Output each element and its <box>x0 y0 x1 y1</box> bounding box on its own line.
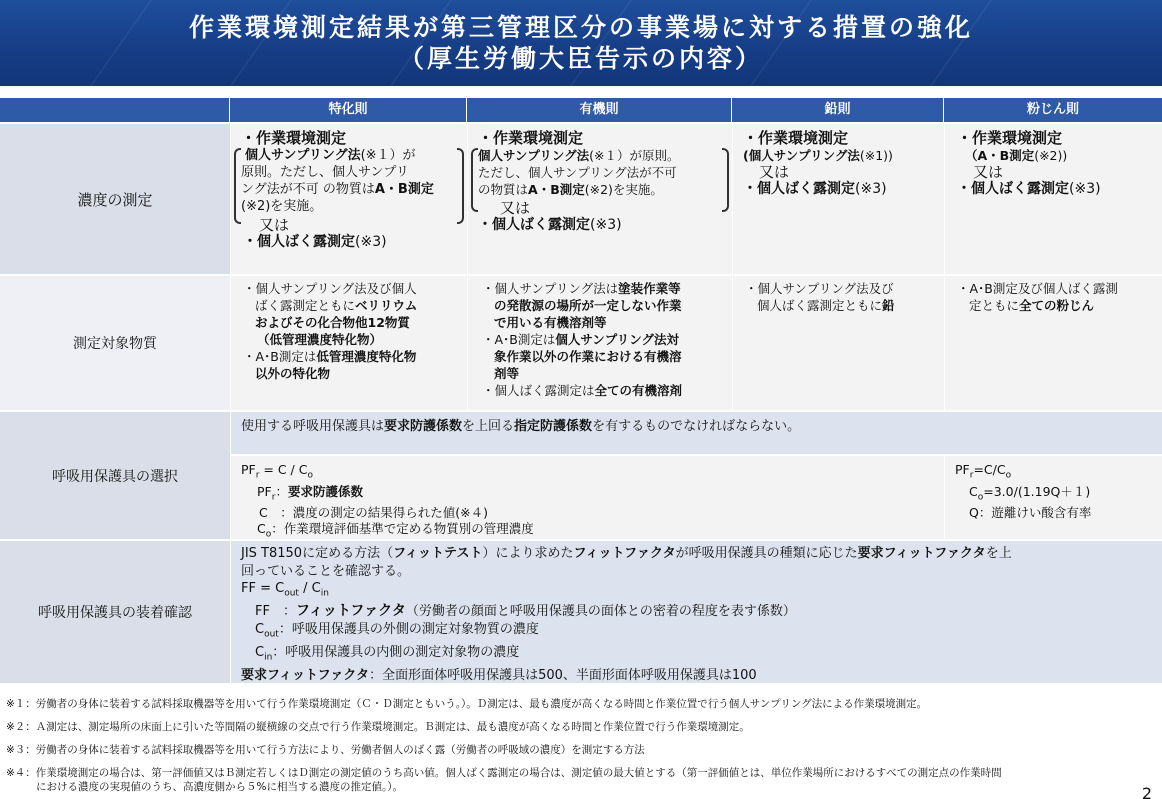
text-line: ・作業環境測定 <box>957 129 1063 147</box>
text: (※2)を実施。 <box>584 182 663 197</box>
col-header-funjin: 粉じん則 <box>944 98 1162 122</box>
cell-respirator-select-funjin <box>944 456 1162 541</box>
text-line: ただし、個人サンプリング法が不可 <box>478 165 677 180</box>
text-bold: の発散源の場所が一定しない作業 <box>494 298 682 313</box>
text-bold: A・B測定 <box>374 182 434 197</box>
text: (※2)) <box>1034 148 1068 163</box>
text: (※１）が原則。 <box>589 148 680 163</box>
text-line: 又は <box>759 163 790 181</box>
col-header-namari: 鉛則 <box>732 98 944 122</box>
formula-ff: FF = $C_{out} / C_{in}$ <box>241 581 329 599</box>
text-bold: 低管理濃度特化物 <box>316 349 417 364</box>
page-title: 作業環境測定結果が第三管理区分の事業場に対する措置の強化 <box>188 13 973 42</box>
formula-pfr: $PF_r = C / C_o$ <box>241 462 313 481</box>
right-bracket <box>457 148 464 224</box>
row-label-respirator-select: 呼吸用保護具の選択 <box>0 412 230 541</box>
formula-co: $C_o=3.0/(1.19Q+1)$ <box>969 483 1091 502</box>
cell-concentration-tokka <box>230 124 467 276</box>
cell-concentration-namari <box>732 124 944 276</box>
footnote-4: ※４：作業環境測定の場合は、第一評価値又はＢ測定若しくはＤ測定の測定値のうち高い値。個人ばく露測定の場合は、測定値の最大値とする（第一評価値とは、単位作業場所におけるすべての測定点の作業時間 <box>6 767 1002 779</box>
cell-substances-yuki <box>467 276 732 412</box>
page-number: 2 <box>1141 784 1152 799</box>
text-bold: およびその化合物他12物質 <box>255 315 410 330</box>
footnote-1: ※１：労働者の身体に装着する試料採取機器等を用いて行う作業環境測定（Ｃ・Ｄ測定ともいう。）。Ｄ測定は、最も濃度が高くなる時間と作業位置で行う個人サンプリング法による作業環境測定。 <box>6 698 928 710</box>
text: ング法が不可 の物質は <box>241 182 375 197</box>
text-bold: 指定防護係数 <box>514 419 593 434</box>
left-bracket <box>471 148 478 212</box>
definition-cout: $C_{out}$：呼吸用保護具の外側の測定対象物質の濃度 <box>255 621 539 640</box>
definition-co: $C_o$：作業環境評価基準で定める物質別の管理濃度 <box>257 521 534 540</box>
text-bold: (個人サンプリング法 <box>743 148 860 163</box>
definition-cin: $C_{in}$：呼吸用保護具の内側の測定対象物の濃度 <box>255 644 520 663</box>
text: (※3) <box>355 234 387 250</box>
footnotes <box>6 697 1156 794</box>
text: ばく露測定ともに <box>255 298 356 313</box>
formula-funjin: $PF_r=C/C_o$ <box>955 462 1012 481</box>
text-bold: 個人サンプリング法対 <box>555 332 680 347</box>
left-bracket <box>234 148 241 224</box>
definition-q: Q：遊離けい酸含有率 <box>969 505 1092 520</box>
cell-concentration-funjin <box>944 124 1162 276</box>
text-line: ・作業環境測定 <box>743 129 849 147</box>
row-label-respirator-fit: 呼吸用保護具の装着確認 <box>0 541 230 685</box>
text-bold: 要求防護係数 <box>384 419 463 434</box>
text: ・個人ばく露測定は <box>482 383 595 398</box>
text-bold: 個人サンプリング法 <box>478 148 590 163</box>
footnote-4-cont: における濃度の実現値のうち、高濃度側から５%に相当する濃度の推定値。）。 <box>36 781 403 793</box>
title-banner <box>0 0 1162 86</box>
footnote-2: ※２：Ａ測定は、測定場所の床面上に引いた等間隔の縦横線の交点で行う作業環境測定。Ｂ測定は、最も濃度が高くなる時間と作業位置で行う作業環境測定。 <box>6 721 750 733</box>
header-blank-cell <box>0 98 230 122</box>
text-bold: ベリリウム <box>355 298 418 313</box>
text: (※3) <box>855 181 887 197</box>
cell-concentration-yuki <box>467 124 732 276</box>
text-bold: （A・B測定 <box>965 148 1035 163</box>
text: ・A･B測定は <box>482 332 556 347</box>
text-bold: ・個人ばく露測定 <box>243 234 355 250</box>
col-header-tokka: 特化則 <box>230 98 467 122</box>
text-line: (※2)を実施。 <box>241 199 323 214</box>
col-header-yuki: 有機則 <box>467 98 732 122</box>
cell-substances-namari <box>732 276 944 412</box>
text-line: 又は <box>259 216 290 234</box>
footnote-3: ※３：労働者の身体に装着する試料採取機器等を用いて行う方法により、労働者個人のばく露（労働者の呼吸域の濃度）を測定する方法 <box>6 744 645 756</box>
text: 使用する呼吸用保護具は <box>241 419 385 434</box>
text-line: ・A･B測定及び個人ばく露測 <box>957 281 1118 296</box>
text-line: JIS T8150に定める方法（フィットテスト）により求めたフィットファクタが呼吸用保護具の種類に応じた要求フィットファクタを上 <box>241 546 1012 561</box>
text-line: 又は <box>973 163 1004 181</box>
text-bold: A・B測定 <box>528 182 585 197</box>
text: 個人ばく露測定ともに <box>757 298 883 313</box>
text: ・個人サンプリング法は <box>482 281 619 296</box>
text: (※3) <box>590 217 622 233</box>
cell-respirator-fit <box>230 541 1162 685</box>
text-bold: 象作業以外の作業における有機溶 <box>494 349 682 364</box>
text-bold: で用いる有機溶剤等 <box>494 315 607 330</box>
text-line: ・作業環境測定 <box>478 129 584 147</box>
text-line: ・作業環境測定 <box>241 129 347 147</box>
cell-respirator-select-formula <box>230 456 944 541</box>
text-bold: 全ての粉じん <box>1019 298 1095 313</box>
text-line: ・個人サンプリング法及び個人 <box>243 281 417 296</box>
text-bold: 以外の特化物 <box>255 366 331 381</box>
text-bold: ・個人ばく露測定 <box>957 181 1069 197</box>
page-subtitle: （厚生労働大臣告示の内容） <box>398 44 763 73</box>
right-bracket <box>722 148 729 212</box>
text: 定ともに <box>969 298 1020 313</box>
text-bold: 鉛 <box>882 298 895 313</box>
text-line: ・個人サンプリング法及び <box>745 281 894 296</box>
cell-substances-funjin <box>944 276 1162 412</box>
definition-pfr: $PF_r$：要求防護係数 <box>257 483 363 502</box>
text-line: 回っていることを確認する。 <box>241 563 411 579</box>
required-fit-factor: 要求フィットファクタ：全面形面体呼吸用保護具は500、半面形面体呼吸用保護具は100 <box>241 667 757 683</box>
text-bold: ・個人ばく露測定 <box>743 181 855 197</box>
definition-ff: FF ：フィットファクタ（労働者の顔面と呼吸用保護具の面体との密着の程度を表す係数） <box>255 603 796 620</box>
text-line: 原則。ただし、個人サンプリ <box>241 165 409 180</box>
row-label-concentration: 濃度の測定 <box>0 124 230 276</box>
definition-c: C ：濃度の測定の結果得られた値(※４) <box>259 505 488 520</box>
text: ・A･B測定は <box>243 349 317 364</box>
text: を上回る <box>462 419 515 434</box>
text: (※3) <box>1069 181 1101 197</box>
text-bold: （低管理濃度特化物） <box>257 332 383 347</box>
text: (※1)) <box>859 148 893 163</box>
text: の物質は <box>478 182 529 197</box>
text: を有するものでなければならない。 <box>592 419 801 434</box>
text-bold: 剤等 <box>494 366 520 381</box>
text: (※１）が <box>360 148 416 163</box>
text-bold: ・個人ばく露測定 <box>478 217 590 233</box>
text-bold: 個人サンプリング法 <box>245 148 361 163</box>
text-bold: 全ての有機溶剤 <box>594 383 683 398</box>
row-label-substances: 測定対象物質 <box>0 276 230 412</box>
text-line: 又は <box>500 199 531 217</box>
text-bold: 塗装作業等 <box>618 281 681 296</box>
cell-substances-tokka <box>230 276 467 412</box>
cell-respirator-select-note <box>230 412 1162 456</box>
